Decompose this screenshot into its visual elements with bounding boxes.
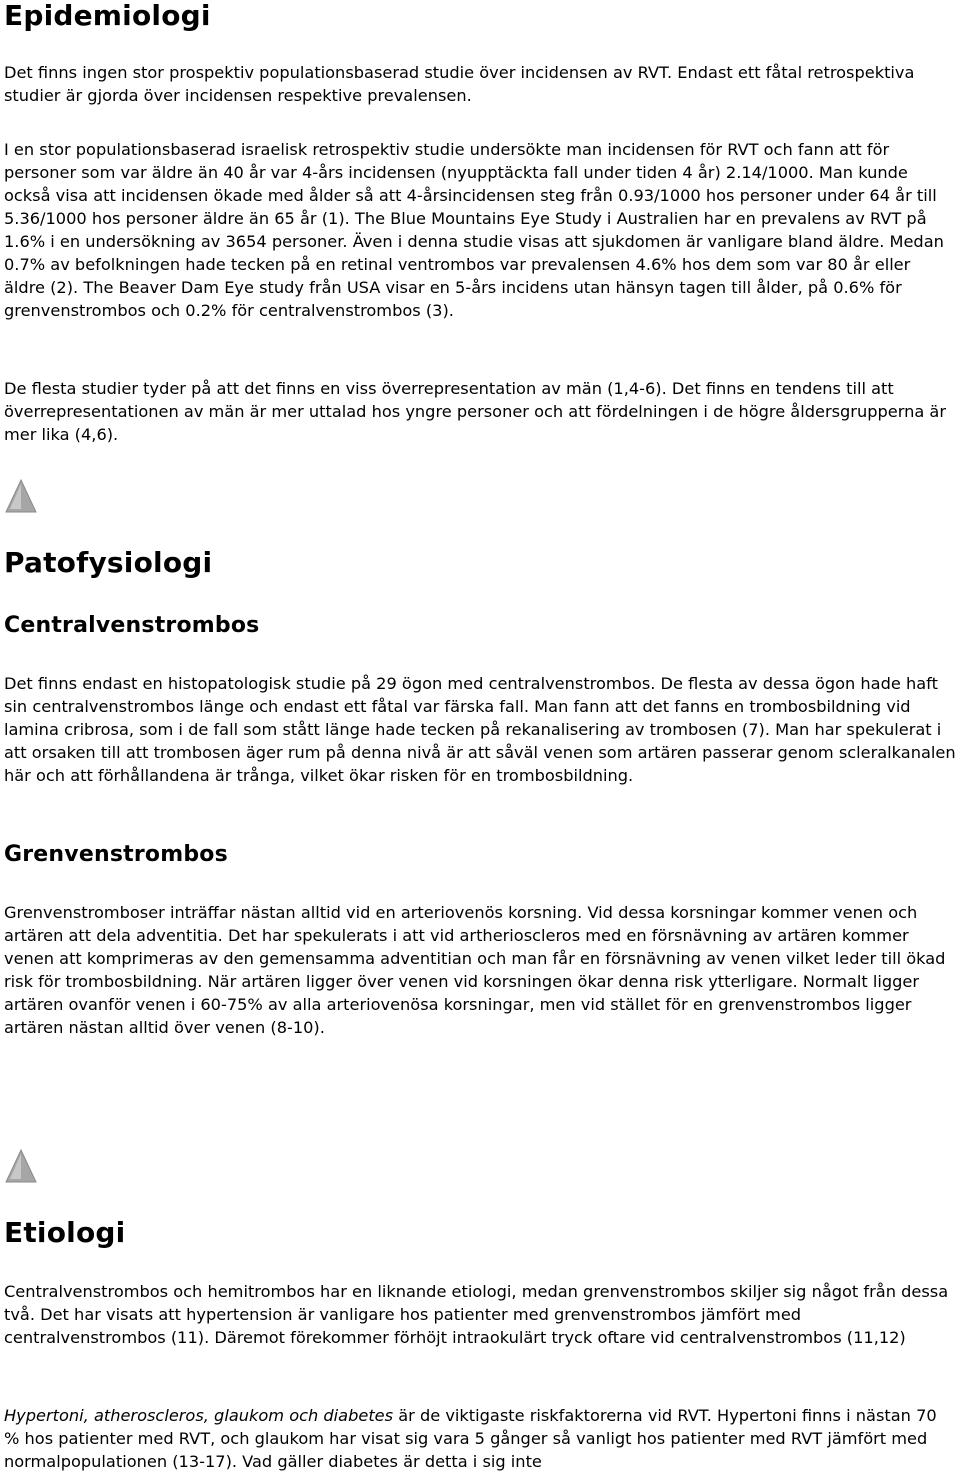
paragraph-epidemiologi-3: De flesta studier tyder på att det finns en viss överrepresentation av män (1,4-6). Det finns en tendens till att överrepresentationen av män är mer uttalad hos yngre personer och att fördelningen i de högre åldersgrupperna är mer lika (4,6). — [4, 379, 947, 444]
up-arrow-icon — [4, 1148, 38, 1184]
heading-etiologi: Etiologi — [4, 1216, 126, 1249]
heading-patofysiologi: Patofysiologi — [4, 546, 213, 579]
risk-factors-italic: Hypertoni, atheroscleros, glaukom och diabetes — [4, 1406, 394, 1425]
heading-grenvenstrombos: Grenvenstrombos — [4, 842, 228, 867]
up-arrow-icon — [4, 478, 38, 514]
paragraph-etiologi-1: Centralvenstrombos och hemitrombos har en liknande etiologi, medan grenvenstrombos skiljer sig något från dessa två. Det har visats att hypertension är vanligare hos patienter med grenvenstrombos jämfört med centralvenstrombos (11). Däremot förekommer förhöjt intraokulärt tryck oftare vid centralvenstrombos (11,12) — [4, 1282, 949, 1347]
paragraph-epidemiologi-1: Det finns ingen stor prospektiv populationsbaserad studie över incidensen av RVT. Endast ett fåtal retrospektiva studier är gjorda över incidensen respektive prevalensen. — [4, 63, 915, 105]
back-to-top-link-2[interactable] — [4, 1148, 38, 1182]
paragraph-centralvenstrombos: Det finns endast en histopatologisk studie på 29 ögon med centralvenstrombos. De flesta av dessa ögon hade haft sin centralvenstrombos länge och endast ett fåtal var färska fall. Man fann att det fanns en trombosbildning vid lamina cribrosa, som i de fall som stått länge hade tecken på rekanalisering av trombosen (7). Man har spekulerat i att orsaken till att trombosen äger rum på denna nivå är att såväl venen som artären passerar genom scleralkanalen här och att förhållandena är trånga, vilket ökar risken för en trombosbildning. — [4, 674, 956, 785]
heading-epidemiologi: Epidemiologi — [4, 0, 211, 32]
heading-centralvenstrombos: Centralvenstrombos — [4, 613, 260, 638]
risk-factors-text: är de viktigaste riskfaktorerna vid RVT. Hypertoni finns i nästan 70 % hos patienter med RVT, och glaukom har visat sig vara 5 gånger så vanligt hos patienter med RVT jämfört med normalpopulationen (13-17). Vad gäller diabetes är detta i sig inte — [4, 1406, 937, 1471]
paragraph-epidemiologi-2: I en stor populationsbaserad israelisk retrospektiv studie undersökte man incidensen för RVT och fann att för personer som var äldre än 40 år var 4-års incidensen (nyupptäckta fall under tiden 4 år) 2.14/1000. Man kunde också visa att incidensen ökade med ålder så att 4-årsincidensen steg från 0.93/1000 hos personer under 64 år till 5.36/1000 hos personer äldre än 65 år (1). The Blue Mountains Eye Study i Australien har en prevalens av RVT på 1.6% i en undersökning av 3654 personer. Även i denna studie visas att sjukdomen är vanligare bland äldre. Medan 0.7% av befolkningen hade tecken på en retinal ventrombos var prevalensen 4.6% hos dem som var 80 år eller äldre (2). The Beaver Dam Eye study från USA visar en 5-års incidens utan hänsyn tagen till ålder, på 0.6% för grenvenstrombos och 0.2% för centralvenstrombos (3). — [4, 140, 944, 320]
paragraph-etiologi-2 — [4, 1404, 956, 1473]
paragraph-grenvenstrombos: Grenvenstromboser inträffar nästan alltid vid en arteriovenös korsning. Vid dessa korsningar kommer venen och artären att dela adventitia. Det har spekulerats i att vid artherioscleros med en försnävning av artären kommer venen att komprimeras av den gemensamma adventitian och man får en försnävning av venen vilket leder till ökad risk för trombosbildning. När artären ligger över venen vid korsningen ökar denna risk ytterligare. Normalt ligger artären ovanför venen i 60-75% av alla arteriovenösa korsningar, men vid stället för en grenvenstrombos ligger artären nästan alltid över venen (8-10). — [4, 903, 946, 1037]
back-to-top-link-1[interactable] — [4, 478, 38, 512]
